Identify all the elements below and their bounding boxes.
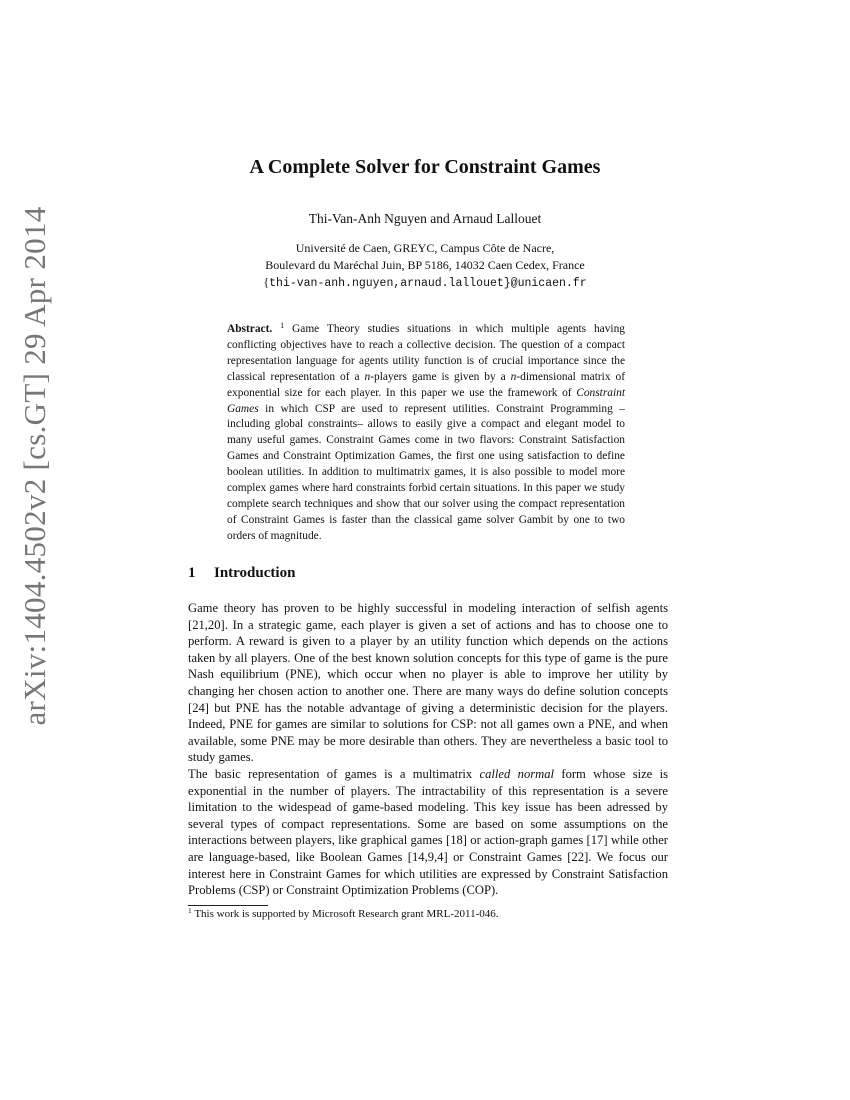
paragraph-2-emphasis: called normal	[479, 766, 555, 781]
affiliation-line-1: Université de Caen, GREYC, Campus Côte de Nacre,	[295, 241, 555, 255]
introduction-body	[188, 600, 668, 899]
abstract-var-n-1: n	[364, 370, 371, 383]
affiliation-line-2: Boulevard du Maréchal Juin, BP 5186, 14032 Caen Cedex, France	[265, 258, 585, 272]
paper-authors: Thi-Van-Anh Nguyen and Arnaud Lallouet	[308, 211, 542, 226]
section-number: 1	[188, 565, 196, 581]
footnote-text: This work is supported by Microsoft Research grant MRL-2011-046.	[194, 908, 499, 920]
footnote-mark: 1	[188, 906, 192, 915]
abstract-text-2: -players game is given by a	[370, 370, 511, 383]
email-domain: }@unicaen.fr	[503, 277, 587, 290]
abstract-label: Abstract.	[227, 323, 273, 335]
paragraph-2-text-2: form whose size is exponential in the number of players. The intractability of this representation is a severe limitation to the widespead of game-based modeling. This key issue has been adressed by several types of compact representations. Some are based on some assumptions on the interactions between players, like graphical games [18] or action-graph games [17] while other are language-based, like Boolean Games [14,9,4] or Constraint Games [22]. We focus our interest here in Constraint Games for which utilities are expressed by Constraint Satisfaction Problems (CSP) or Constraint Optimization Problems (COP).	[188, 766, 669, 898]
section-title: Introduction	[214, 565, 296, 581]
abstract-text-1: Game Theory studies situations in which multiple agents having conflicting objectives have to reach a collective decision. The question of a compact representation language for agents utility function is of crucial importance since the classical representation of a	[227, 323, 625, 383]
section-heading-introduction	[188, 565, 295, 582]
paragraph-1: Game theory has proven to be highly successful in modeling interaction of selfish agents [21,20]. In a strategic game, each player is given a set of actions and has to choose one to perform. A reward is given to a player by an utility function which depends on the actions taken by all players. One of the best known solution concepts for this type of game is the pure Nash equilibrium (PNE), which occur when no player is able to improve her utility by changing her chosen action to another one. There are many ways do define solution concepts [24] but PNE has the notable advantage of giving a deterministic decision for the players. Indeed, PNE for games are similar to solutions for CSP: not all games own a PNE, and when available, some PNE may be more desirable than others. They are nevertheless a basic tool to study games.	[188, 601, 668, 765]
abstract	[227, 322, 625, 545]
arxiv-identifier: arXiv:1404.4502v2 [cs.GT] 29 Apr 2014	[17, 206, 52, 726]
abstract-footnote-mark: 1	[280, 321, 285, 330]
abstract-text-4: in which CSP are used to represent utilities. Constraint Programming –including global constraints– allows to easily give a compact and elegant model to many useful games. Constraint Games come in two flavors: Constraint Satisfaction Games and Constraint Optimization Games, the first one using satisfaction to define boolean utilities. In addition to multimatrix games, it is also possible to model more complex games where hard constraints forbid certain situations. In this paper we study complete search techniques and show that our solver using the compact representation of Constraint Games is faster than the classical game solver Gambit by one to two orders of magnitude.	[227, 402, 625, 542]
abstract-emphasis: Constraint Games	[227, 386, 625, 415]
email-brace-open: {	[263, 275, 270, 289]
email-names: thi-van-anh.nguyen,arnaud.lallouet	[269, 277, 504, 290]
abstract-var-n-2: n	[510, 370, 517, 383]
paper-title: A Complete Solver for Constraint Games	[249, 156, 601, 178]
author-emails	[0, 274, 850, 292]
footnote	[188, 908, 499, 920]
footnote-divider	[188, 905, 268, 906]
affiliation-block	[0, 240, 850, 292]
paragraph-2-text-1: The basic representation of games is a multimatrix	[188, 766, 480, 781]
abstract-text-3: -dimensional matrix of exponential size for each player. In this paper we use the framework of	[227, 370, 625, 399]
paragraph-2	[188, 766, 668, 899]
